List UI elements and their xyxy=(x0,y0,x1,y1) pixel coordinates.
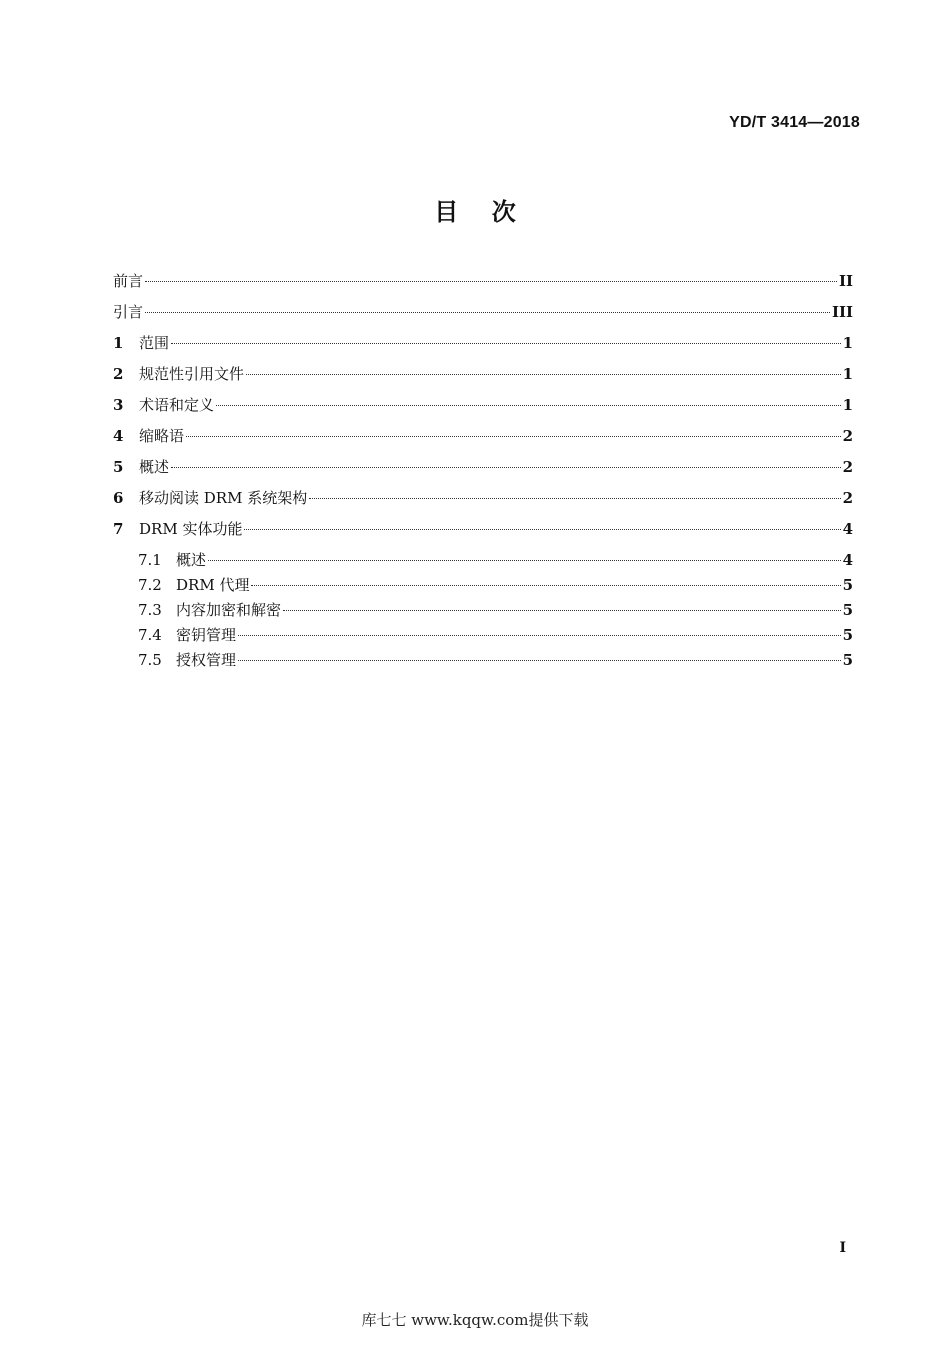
toc-entry-label: 移动阅读 DRM 系统架构 xyxy=(139,489,308,507)
toc-entry-label: DRM 代理 xyxy=(176,576,250,594)
toc-leader xyxy=(145,281,837,282)
toc-entry-number: 1 xyxy=(113,334,124,352)
toc-entry-label: 密钥管理 xyxy=(176,626,237,644)
toc-leader xyxy=(145,312,830,313)
toc-entry-page: 5 xyxy=(842,626,853,644)
page-title: 目 次 xyxy=(434,198,516,226)
toc-entry-7-4[interactable] xyxy=(113,625,853,650)
standard-code: YD/T 3414—2018 xyxy=(729,114,860,131)
toc-entry-number: 7 xyxy=(113,520,124,538)
toc-entry-label: DRM 实体功能 xyxy=(139,520,243,538)
toc-entry-number: 7.1 xyxy=(138,551,162,569)
table-of-contents xyxy=(113,271,853,675)
toc-entry-number: 5 xyxy=(113,458,124,476)
toc-leader xyxy=(283,610,841,611)
toc-entry-number: 7.5 xyxy=(138,651,162,669)
toc-entry-number: 7.2 xyxy=(138,576,162,594)
toc-leader xyxy=(216,405,841,406)
toc-entry-page: 2 xyxy=(842,427,853,445)
toc-leader xyxy=(208,560,841,561)
toc-leader xyxy=(238,660,841,661)
toc-entry-number: 4 xyxy=(113,427,124,445)
toc-entry-page: 5 xyxy=(842,651,853,669)
toc-entry-page: II xyxy=(838,272,853,290)
toc-entry-3[interactable] xyxy=(113,395,853,426)
toc-entry-number: 3 xyxy=(113,396,124,414)
toc-entry-label: 授权管理 xyxy=(176,651,237,669)
toc-entry-page: 1 xyxy=(842,334,853,352)
toc-entry-number: 7.4 xyxy=(138,626,162,644)
toc-entry-label: 规范性引用文件 xyxy=(139,365,245,383)
toc-entry-page: 1 xyxy=(842,396,853,414)
toc-entry-page: 5 xyxy=(842,601,853,619)
toc-entry-1[interactable] xyxy=(113,333,853,364)
toc-entry-page: 4 xyxy=(842,520,853,538)
page-number: I xyxy=(839,1240,846,1256)
toc-entry-label: 概述 xyxy=(139,458,170,476)
toc-entry-page: 1 xyxy=(842,365,853,383)
toc-leader xyxy=(251,585,840,586)
toc-entry-4[interactable] xyxy=(113,426,853,457)
toc-leader xyxy=(309,498,840,499)
toc-entry-2[interactable] xyxy=(113,364,853,395)
toc-entry-page: 5 xyxy=(842,576,853,594)
toc-leader xyxy=(171,467,841,468)
toc-entry-label: 引言 xyxy=(113,303,144,321)
toc-entry-page: 2 xyxy=(842,458,853,476)
toc-entry-label: 前言 xyxy=(113,272,144,290)
toc-entry-6[interactable] xyxy=(113,488,853,519)
toc-entry-page: 4 xyxy=(842,551,853,569)
toc-entry-label: 缩略语 xyxy=(139,427,185,445)
toc-entry-number: 7.3 xyxy=(138,601,162,619)
toc-entry-label: 术语和定义 xyxy=(139,396,215,414)
toc-entry-introduction[interactable] xyxy=(113,302,853,333)
toc-leader xyxy=(171,343,841,344)
toc-entry-label: 范围 xyxy=(139,334,170,352)
toc-entry-page: 2 xyxy=(842,489,853,507)
toc-leader xyxy=(186,436,841,437)
toc-entry-label: 内容加密和解密 xyxy=(176,601,282,619)
toc-leader xyxy=(246,374,841,375)
toc-entry-7[interactable] xyxy=(113,519,853,550)
toc-entry-7-5[interactable] xyxy=(113,650,853,675)
toc-leader xyxy=(238,635,841,636)
toc-entry-label: 概述 xyxy=(176,551,207,569)
footer-text: 库七七 www.kqqw.com提供下载 xyxy=(361,1311,589,1329)
toc-entry-7-3[interactable] xyxy=(113,600,853,625)
toc-leader xyxy=(244,529,840,530)
toc-entry-foreword[interactable] xyxy=(113,271,853,302)
toc-entry-page: III xyxy=(831,303,853,321)
toc-entry-number: 2 xyxy=(113,365,124,383)
toc-entry-7-2[interactable] xyxy=(113,575,853,600)
toc-entry-7-1[interactable] xyxy=(113,550,853,575)
toc-entry-5[interactable] xyxy=(113,457,853,488)
toc-entry-number: 6 xyxy=(113,489,124,507)
